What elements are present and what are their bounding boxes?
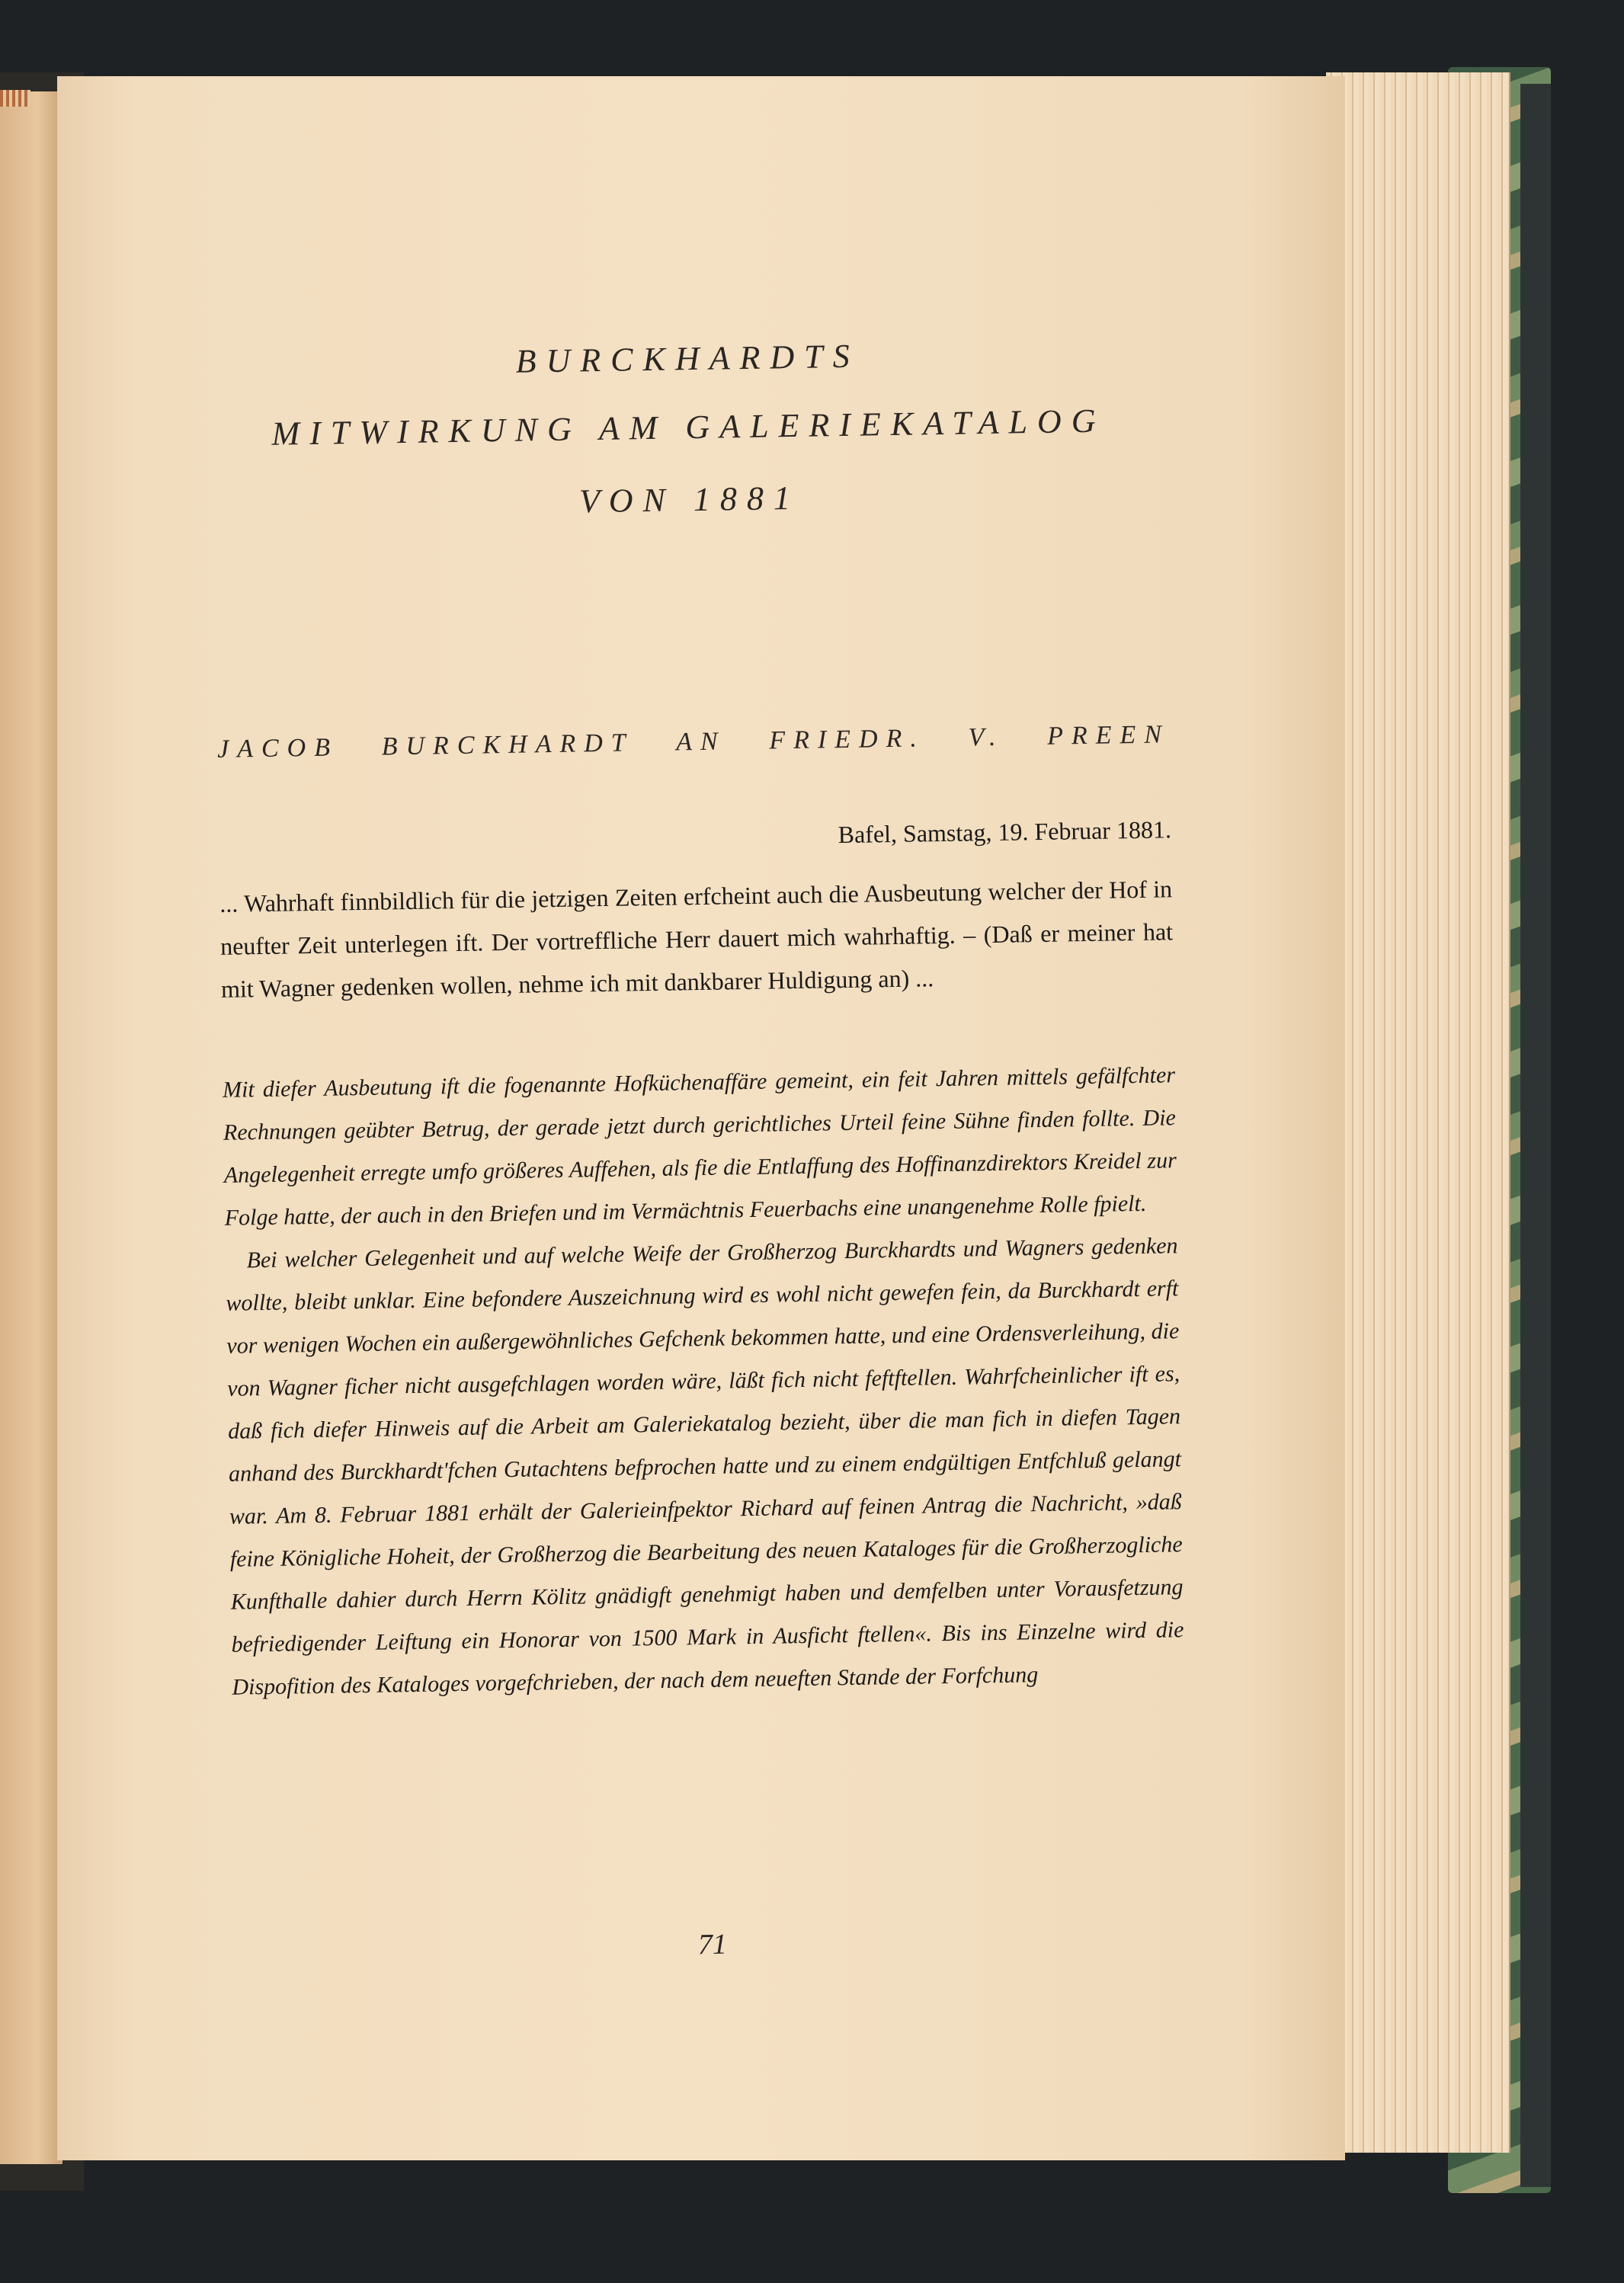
title-line-2: MITWIRKUNG AM GALERIEKATALOG <box>271 402 1106 453</box>
book-cover-edge <box>1520 84 1551 2187</box>
letter-dateline: Bafel, Samstag, 19. Februar 1881. <box>838 815 1172 849</box>
section-heading: JACOB BURCKHARDT AN FRIEDR. V. PREEN <box>216 720 1171 764</box>
page-number: 71 <box>697 1928 728 1961</box>
title-line-1: BURCKHARDTS <box>515 337 860 380</box>
letter-text: ... Wahrhaft finnbildlich für die jetzigen Zeiten erfcheint auch die Ausbeutung welcher der Hof in neufter Zeit unterlegen ift. Der vortreffliche Herr dauert mich wahrhaftig. – (Daß er meiner hat mit Wagner gedenken wollen, nehme ich mit dankbarer Huldigung an) ... <box>219 875 1174 1003</box>
commentary <box>223 1054 1185 1709</box>
book-headband <box>0 90 30 107</box>
page-content <box>210 244 1184 1961</box>
previous-page-edge <box>0 91 62 2164</box>
title-line-3: VON 1881 <box>578 479 801 520</box>
page-block-edges <box>1326 72 1510 2153</box>
book-page <box>57 76 1345 2160</box>
commentary-paragraph-1: Mit diefer Ausbeutung ift die fogenannte Hofküchenaffäre gemeint, ein feit Jahren mittels gefälfchter Rechnungen geübter Betrug, der gerade jetzt durch gerichtliches Urteil feine Sühne finden follte. Die Angelegenheit erregte umfo größeres Auffehen, als fie die Entlaffung des Hoffinanzdirektors Kreidel zur Folge hatte, der auch in den Briefen und im Vermächtnis Feuerbachs eine unangenehme Rolle fpielt. <box>222 1062 1177 1231</box>
commentary-paragraph-2: Bei welcher Gelegenheit und auf welche Weife der Großherzog Burckhardts und Wagners gedenken wollte, bleibt unklar. Eine befondere Auszeichnung wird es wohl nicht gewefen fein, da Burckhardt erft vor wenigen Wochen ein außergewöhnliches Gefchenk bekommen hatte, und eine Ordensverleihung, die von Wagner ficher nicht ausgefchlagen worden wäre, läßt fich nicht feftftellen. Wahrfcheinlicher ift es, daß fich diefer Hinweis auf die Arbeit am Galeriekatalog bezieht, über die man fich in diefen Tagen anhand des Burckhardt'fchen Gutachtens befprochen hatte und zu einem endgültigen Entfchluß gelangt war. Am 8. Februar 1881 erhält der Galerieinfpektor Richard auf feinen Antrag die Nachricht, »daß feine Königliche Hoheit, der Großherzog die Bearbeitung des neuen Kataloges für die Großherzogliche Kunfthalle dahier durch Herrn Kölitz gnädigft genehmigt haben und demfelben unter Vorausfetzung befriedigender Leiftung ein Honorar von 1500 Mark in Ausficht ftellen«. Bis ins Einzelne wird die Dispofition des Kataloges vorgefchrieben, der nach dem neueften Stande der Forfchung <box>226 1233 1184 1700</box>
